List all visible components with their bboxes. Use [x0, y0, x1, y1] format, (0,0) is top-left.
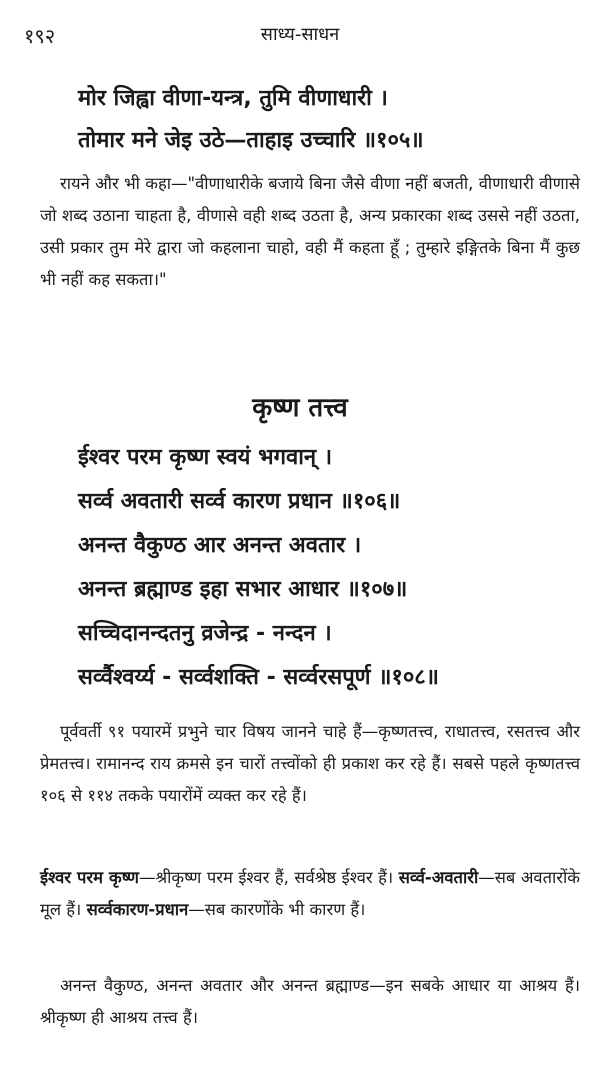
verse-block-krishna-tattva [78, 436, 578, 700]
term-explanation: —सब अवतारोंके मूल हैं। [40, 868, 580, 919]
verse-line: अनन्त वैकुण्ठ आर अनन्त अवतार । [78, 533, 362, 558]
verse-block-top [78, 78, 578, 162]
verse-line: मोर जिह्वा वीणा-यन्त्र, तुमि वीणाधारी । [78, 86, 388, 111]
verse-line: अनन्त ब्रह्माण्ड इहा सभार आधार ॥१०७॥ [78, 577, 408, 602]
verse-line: सच्चिदानन्दतनु व्रजेन्द्र - नन्दन । [78, 621, 332, 646]
paragraph-ashraya [40, 970, 580, 1034]
running-title: साध्य-साधन [260, 24, 340, 45]
paragraph-commentary [40, 716, 580, 812]
verse-line: ईश्वर परम कृष्ण स्वयं भगवान् । [78, 445, 333, 470]
bold-term: ईश्वर परम कृष्ण [40, 868, 139, 887]
page-number: १९२ [24, 24, 56, 48]
bold-term: सर्व्व-अवतारी [398, 868, 479, 887]
paragraph-text: रायने और भी कहा—"वीणाधारीके बजाये बिना जैसे वीणा नहीं बजती, वीणाधारी वीणासे जो शब्द उठाना चाहता है, वीणासे वही शब्द उठता है, अन्य प्रकारका शब्द उससे नहीं उठता, उसी प्रकार तुम मेरे द्वारा जो कहलाना चाहो, वही मैं कहता हूँ ; तुम्हारे इङ्गितके बिना मैं कुछ भी नहीं कह सकता।" [40, 174, 580, 289]
term-explanation: —श्रीकृष्ण परम ईश्वर हैं, सर्वश्रेष्ठ ईश्वर हैं। [138, 868, 394, 887]
paragraph-text: पूर्ववर्ती ९१ पयारमें प्रभुने चार विषय जानने चाहे हैं—कृष्णतत्त्व, राधातत्त्व, रसतत्त्व और प्रेमतत्त्व। रामानन्द राय क्रमसे इन चारों तत्त्वोंको ही प्रकाश कर रहे हैं। सबसे पहले कृष्णतत्त्व १०६ से ११४ तकके पयारोंमें व्यक्त कर रहे हैं। [40, 722, 580, 805]
page-header [24, 22, 576, 52]
paragraph-explanation [40, 862, 580, 926]
verse-line: तोमार मने जेइ उठे—ताहाइ उच्चारि ॥१०५॥ [78, 128, 424, 153]
bold-term: सर्व्वकारण-प्रधान [86, 900, 189, 919]
verse-line: सर्व्वैश्वर्य्य - सर्व्वशक्ति - सर्व्वरसपूर्ण ॥१०८॥ [78, 665, 439, 690]
paragraph-text [40, 862, 580, 926]
section-title: कृष्ण तत्त्व [252, 393, 348, 423]
term-explanation: —सब कारणोंके भी कारण हैं। [188, 900, 366, 919]
paragraph-text: अनन्त वैकुण्ठ, अनन्त अवतार और अनन्त ब्रह्माण्ड—इन सबके आधार या आश्रय हैं। श्रीकृष्ण ही आश्रय तत्त्व हैं। [40, 976, 580, 1027]
verse-line: सर्व्व अवतारी सर्व्व कारण प्रधान ॥१०६॥ [78, 489, 401, 514]
paragraph-raya-speech [40, 168, 580, 296]
